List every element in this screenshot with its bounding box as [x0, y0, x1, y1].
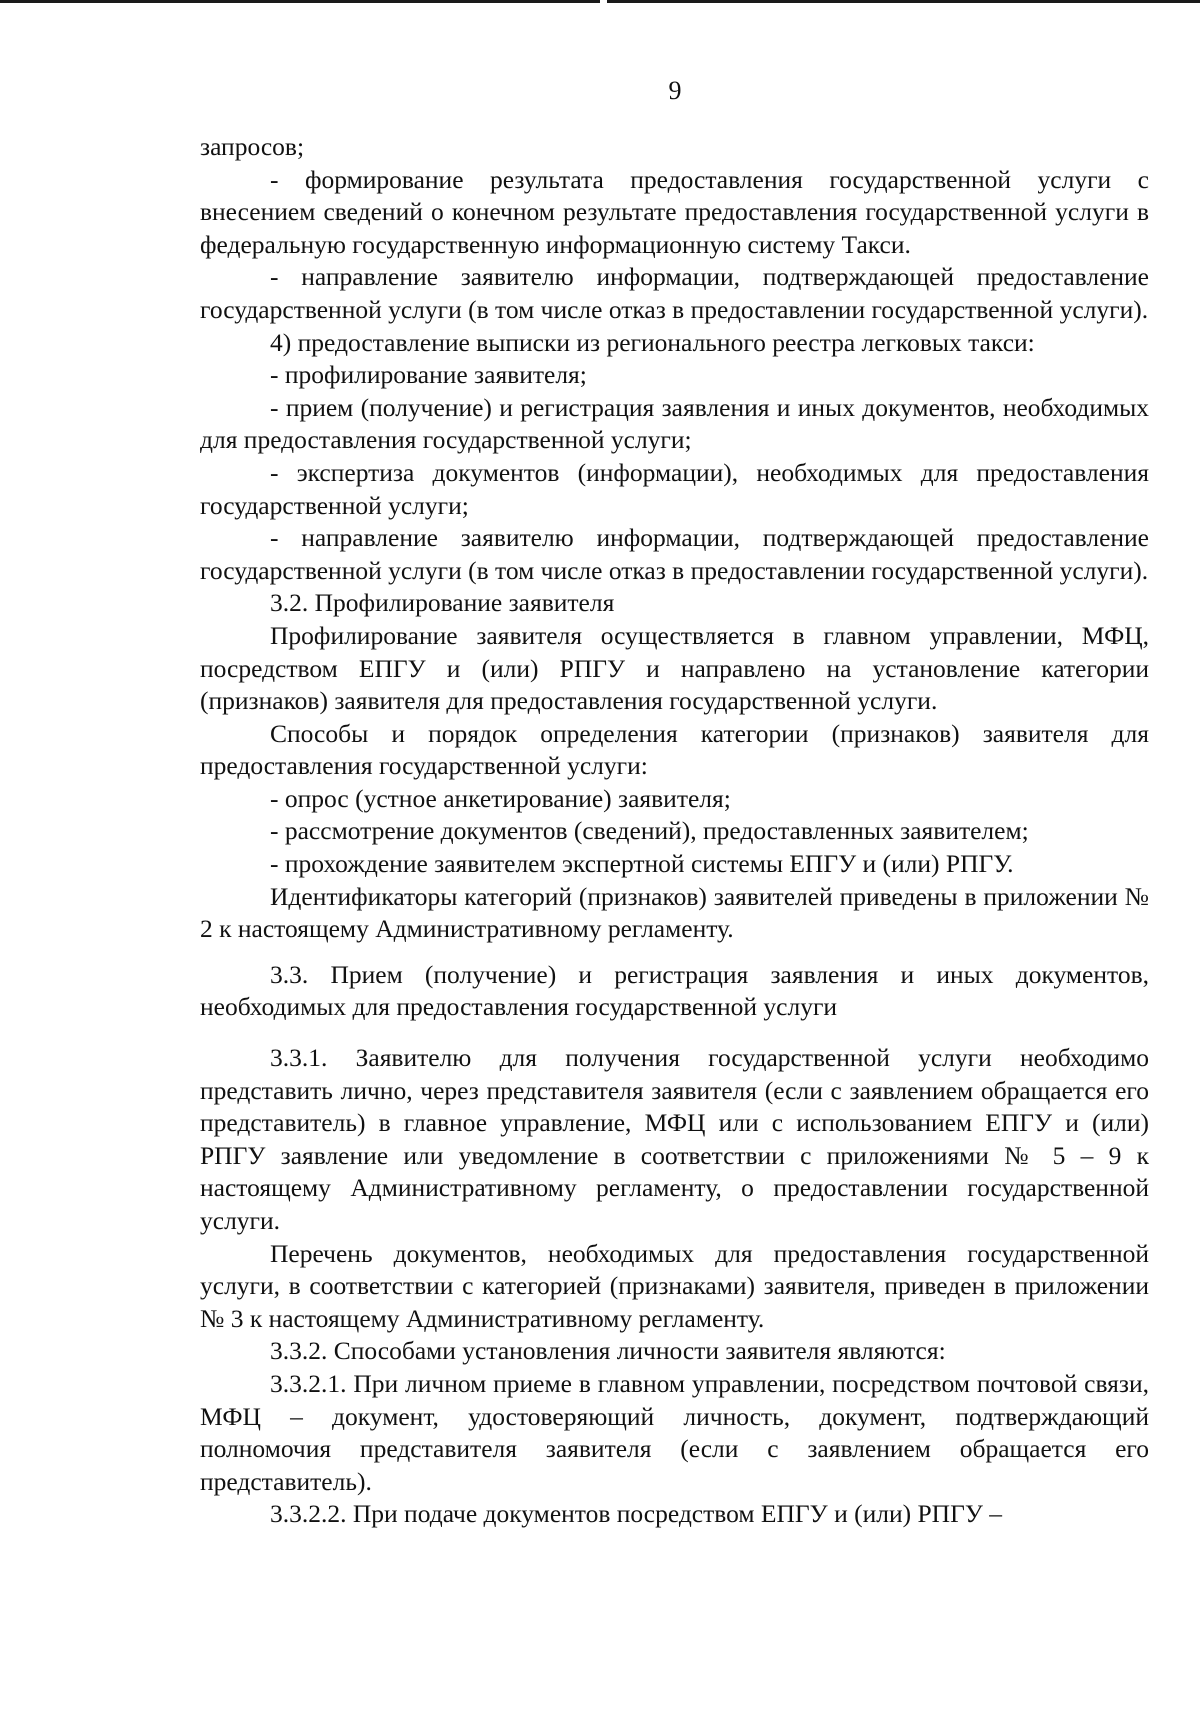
paragraph: - прием (получение) и регистрация заявления и иных документов, необходимых для предоставления государственной услуги;: [200, 392, 1149, 455]
paragraph: Профилирование заявителя осуществляется в главном управлении, МФЦ, посредством ЕПГУ и (или) РПГУ и направлено на установление категории (признаков) заявителя для предоставления государственной услуги.: [200, 620, 1149, 716]
paragraph: Способы и порядок определения категории (признаков) заявителя для предоставления государственной услуги:: [200, 718, 1149, 781]
paragraph: - направление заявителю информации, подтверждающей предоставление государственной услуги (в том числе отказ в предоставлении государственной услуги).: [200, 523, 1149, 585]
paragraph: - формирование результата предоставления государственной услуги с внесением сведений о конечном результате предоставления государственной услуги в федеральную государственную информационную систему Такси.: [200, 164, 1149, 259]
paragraph: - направление заявителю информации, подтверждающей предоставление государственной услуги (в том числе отказ в предоставлении государственной услуги).: [200, 262, 1149, 324]
paragraph: 3.3. Прием (получение) и регистрация заявления и иных документов, необходимых для предоставления государственной услуги: [200, 959, 1149, 1022]
paragraph: - рассмотрение документов (сведений), предоставленных заявителем;: [270, 816, 1029, 846]
paragraph: запросов;: [200, 132, 305, 161]
paragraph: 3.3.2.1. При личном приеме в главном управлении, посредством почтовой связи, МФЦ – документ, удостоверяющий личность, документ, подтверждающий полномочия представителя заявителя (если с заявлением обращается его представитель).: [200, 1368, 1149, 1496]
paragraph: 3.3.1. Заявителю для получения государственной услуги необходимо представить лично, через представителя заявителя (если с заявлением обращается его представитель) в главное управление, МФЦ или с использованием ЕПГУ и (или) РПГУ заявление или уведомление в соответствии с приложениями № 5 – 9 к настоящему Административному регламенту, о предоставлении государственной услуги.: [200, 1043, 1149, 1235]
paragraph: - экспертиза документов (информации), необходимых для предоставления государственной услуги;: [200, 457, 1149, 520]
paragraph: 3.3.2.2. При подаче документов посредством ЕПГУ и (или) РПГУ –: [270, 1499, 1002, 1529]
paragraph: Идентификаторы категорий (признаков) заявителей приведены в приложении № 2 к настоящему Административному регламенту.: [200, 881, 1149, 944]
paragraph: 3.2. Профилирование заявителя: [270, 588, 615, 618]
paragraph: Перечень документов, необходимых для предоставления государственной услуги, в соответствии с категорией (признаками) заявителя, приведен в приложении № 3 к настоящему Административному регламенту.: [200, 1238, 1149, 1333]
page-number: 9: [668, 76, 682, 105]
document-body: [200, 131, 1149, 1531]
paragraph: - опрос (устное анкетирование) заявителя;: [270, 783, 731, 813]
scan-edge-left: [0, 0, 600, 3]
paragraph: 4) предоставление выписки из регионального реестра легковых такси:: [270, 327, 1035, 357]
paragraph: 3.3.2. Способами установления личности заявителя являются:: [270, 1336, 946, 1366]
paragraph: - прохождение заявителем экспертной системы ЕПГУ и (или) РПГУ.: [270, 849, 1014, 879]
paragraph: - профилирование заявителя;: [270, 360, 587, 390]
scan-edge-right: [607, 0, 1200, 3]
